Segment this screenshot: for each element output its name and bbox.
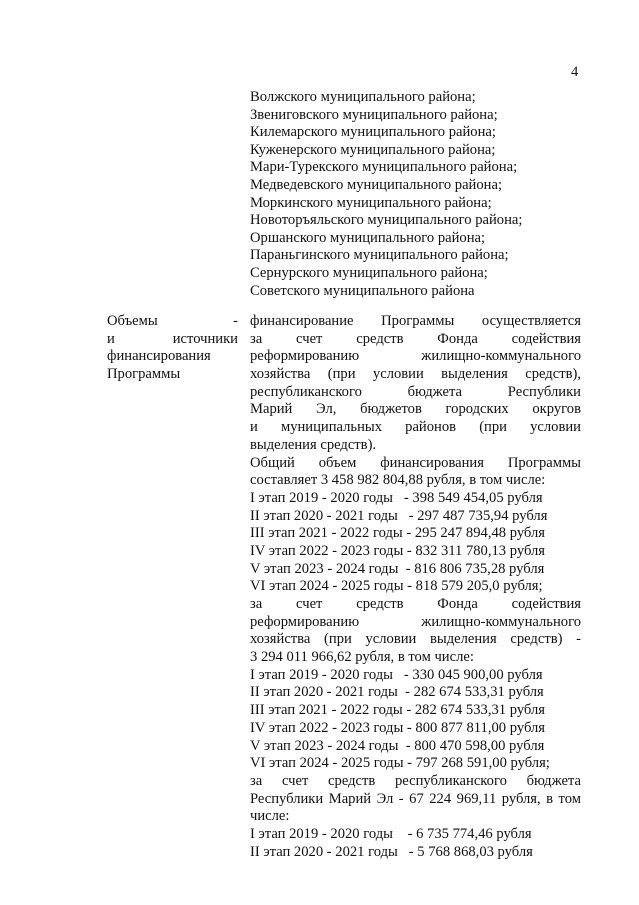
text-line: составляет 3 458 982 804,88 рубля, в том числе: xyxy=(250,472,546,489)
label-line: финансирования xyxy=(107,348,211,365)
financing-text xyxy=(250,313,581,861)
label-word: и xyxy=(107,330,115,347)
stage-line: IV этап 2022 - 2023 годы - 832 311 780,13 рубля xyxy=(250,542,545,559)
district-item: Звениговского муниципального района; xyxy=(250,106,498,123)
district-list xyxy=(250,89,580,300)
label-line xyxy=(107,313,238,331)
text-line: 3 294 011 966,62 рубля, в том числе: xyxy=(250,649,474,666)
stage-line: VI этап 2024 - 2025 годы - 797 268 591,00 рубля; xyxy=(250,755,550,772)
stage-line: III этап 2021 - 2022 годы - 282 674 533,31 рубля xyxy=(250,702,545,719)
text-line: республиканского бюджета Республики xyxy=(250,383,581,400)
text-line: и муниципальных районов (при условии xyxy=(250,419,581,436)
stage-line: I этап 2019 - 2020 годы - 6 735 774,46 рубля xyxy=(250,825,532,842)
text-line: выделения средств). xyxy=(250,436,377,453)
label-word: Объемы xyxy=(107,313,158,329)
section-label xyxy=(107,313,238,384)
text-line: Марий Эл, бюджетов городских округов xyxy=(250,401,581,418)
district-item: Куженерского муниципального района; xyxy=(250,141,496,158)
district-item: Мари-Турекского муниципального района; xyxy=(250,159,518,176)
stage-line: I этап 2019 - 2020 годы - 398 549 454,05 рубля xyxy=(250,489,543,506)
label-dash: - xyxy=(233,313,238,329)
district-item: Моркинского муниципального района; xyxy=(250,194,492,211)
stage-line: V этап 2023 - 2024 годы - 800 470 598,00 рубля xyxy=(250,737,545,754)
district-item: Новоторъяльского муниципального района; xyxy=(250,212,523,229)
text-line: финансирование Программы осуществляется xyxy=(250,313,581,329)
district-item: Медведевского муниципального района; xyxy=(250,176,503,193)
district-item: Килемарского муниципального района; xyxy=(250,124,496,141)
text-line: реформированию жилищно-коммунального xyxy=(250,348,581,365)
district-item: Сернурского муниципального района; xyxy=(250,264,488,281)
text-line: за счет средств Фонда содействия xyxy=(250,596,581,612)
stage-line: II этап 2020 - 2021 годы - 282 674 533,31 рубля xyxy=(250,684,544,701)
stage-line: III этап 2021 - 2022 годы - 295 247 894,48 рубля xyxy=(250,525,545,542)
text-line: Общий объем финансирования Программы xyxy=(250,454,581,471)
text-line: Республики Марий Эл - 67 224 969,11 рубля, в том xyxy=(250,790,581,807)
district-item: Волжского муниципального района; xyxy=(250,89,476,105)
stage-line: VI этап 2024 - 2025 годы - 818 579 205,0 рубля; xyxy=(250,578,543,595)
text-line: хозяйства (при условии выделения средств), xyxy=(250,366,581,383)
label-line xyxy=(107,331,238,349)
text-line: за счет средств Фонда содействия xyxy=(250,330,581,347)
district-item: Оршанского муниципального района; xyxy=(250,229,486,246)
text-line: хозяйства (при условии выделения средств) - xyxy=(250,631,581,648)
text-line: за счет средств республиканского бюджета xyxy=(250,772,581,789)
text-line: числе: xyxy=(250,808,290,825)
stage-line: II этап 2020 - 2021 годы - 297 487 735,94 рубля xyxy=(250,507,548,524)
text-line: реформированию жилищно-коммунального xyxy=(250,613,581,630)
district-item: Советского муниципального района xyxy=(250,282,475,299)
stage-line: II этап 2020 - 2021 годы - 5 768 868,03 рубля xyxy=(250,843,533,860)
page-number: 4 xyxy=(571,64,579,80)
stage-line: I этап 2019 - 2020 годы - 330 045 900,00 рубля xyxy=(250,666,543,683)
stage-line: IV этап 2022 - 2023 годы - 800 877 811,00 рубля xyxy=(250,719,545,736)
label-line: Программы xyxy=(107,366,181,383)
stage-line: V этап 2023 - 2024 годы - 816 806 735,28 рубля xyxy=(250,560,545,577)
label-word: источники xyxy=(172,330,238,347)
district-item: Параньгинского муниципального района; xyxy=(250,247,509,264)
